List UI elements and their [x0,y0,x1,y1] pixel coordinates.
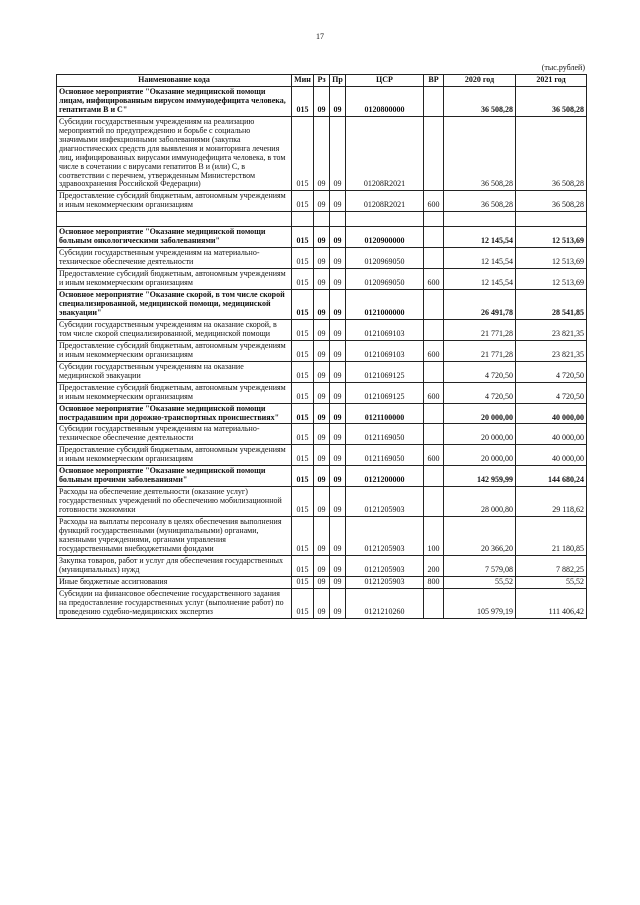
cell-2021: 4 720,50 [516,382,587,403]
table-row [57,517,587,556]
cell-vr [424,290,444,320]
cell-pr: 09 [330,248,346,269]
table-row [57,382,587,403]
cell-csr: 01208R2021 [346,116,424,191]
cell-vr [424,588,444,618]
cell-rz: 09 [314,517,330,556]
table-row [57,588,587,618]
cell-vr: 600 [424,445,444,466]
cell-vr [424,487,444,517]
cell-2020: 21 771,28 [444,340,516,361]
cell-pr: 09 [330,576,346,588]
cell-2020: 36 508,28 [444,116,516,191]
cell-2020: 55,52 [444,576,516,588]
cell-vr: 600 [424,382,444,403]
header-2021: 2021 год [516,75,587,87]
table-row [57,248,587,269]
cell-2020: 7 579,08 [444,555,516,576]
cell-name: Предоставление субсидий бюджетным, автономным учреждениям и иным некоммерческим организациям [57,445,292,466]
cell-rz: 09 [314,576,330,588]
cell-2021: 23 821,35 [516,319,587,340]
cell-name: Основное мероприятие "Оказание медицинской помощи больным прочими заболеваниями" [57,466,292,487]
cell-2020: 26 491,78 [444,290,516,320]
table-row [57,319,587,340]
cell-2020: 36 508,28 [444,86,516,116]
cell-vr: 600 [424,340,444,361]
cell-rz: 09 [314,403,330,424]
header-pr: Пр [330,75,346,87]
cell-2020: 12 145,54 [444,227,516,248]
table-row [57,269,587,290]
cell-name: Субсидии государственным учреждениям на реализацию мероприятий по предупреждению и борьбе с социально значимыми инфекционными заболеваниями (закупка диагностических средств для выявления и мониторинга лечения лиц, инфицированных вирусами иммунодефицита человека, в том числе в сочетании с вирусами гепатитов В и (или) С, в соответствии с перечнем, утвержденным Министерством здравоохранения Российской Федерации) [57,116,292,191]
cell-pr: 09 [330,340,346,361]
spacer-cell [314,212,330,227]
cell-2021: 21 180,85 [516,517,587,556]
spacer-cell [444,212,516,227]
cell-rz: 09 [314,340,330,361]
spacer-cell [424,212,444,227]
cell-rz: 09 [314,116,330,191]
cell-name: Расходы на выплаты персоналу в целях обеспечения выполнения функций государственными (муниципальными) органами, казенными учреждениями, органами управления государственными внебюджетными фондами [57,517,292,556]
cell-name: Основное мероприятие "Оказание медицинской помощи пострадавшим при дорожно-транспортных происшествиях" [57,403,292,424]
cell-name: Субсидии на финансовое обеспечение государственного задания на предоставление государственных услуг (выполнение работ) по проведению судебно-медицинских экспертиз [57,588,292,618]
cell-2020: 21 771,28 [444,319,516,340]
cell-vr [424,227,444,248]
cell-min: 015 [292,445,314,466]
cell-pr: 09 [330,487,346,517]
cell-min: 015 [292,487,314,517]
table-row [57,445,587,466]
cell-pr: 09 [330,445,346,466]
header-csr: ЦСР [346,75,424,87]
spacer-cell [330,212,346,227]
cell-min: 015 [292,86,314,116]
cell-2020: 4 720,50 [444,361,516,382]
cell-min: 015 [292,517,314,556]
cell-2021: 36 508,28 [516,86,587,116]
cell-name: Предоставление субсидий бюджетным, автономным учреждениям и иным некоммерческим организациям [57,382,292,403]
cell-csr: 0120800000 [346,86,424,116]
cell-rz: 09 [314,86,330,116]
cell-csr: 0121000000 [346,290,424,320]
cell-2020: 28 000,80 [444,487,516,517]
table-row [57,361,587,382]
cell-2021: 4 720,50 [516,361,587,382]
cell-csr: 0121069103 [346,340,424,361]
cell-2021: 36 508,28 [516,116,587,191]
cell-name: Субсидии государственным учреждениям на оказание медицинской эвакуации [57,361,292,382]
cell-csr: 0121169050 [346,445,424,466]
cell-vr [424,86,444,116]
cell-csr: 0121205903 [346,555,424,576]
cell-pr: 09 [330,403,346,424]
cell-name: Субсидии государственным учреждениям на материально-техническое обеспечение деятельности [57,248,292,269]
cell-min: 015 [292,382,314,403]
table-row [57,403,587,424]
cell-name: Закупка товаров, работ и услуг для обеспечения государственных (муниципальных) нужд [57,555,292,576]
cell-csr: 0121210260 [346,588,424,618]
cell-min: 015 [292,269,314,290]
units-label: (тыс.рублей) [541,63,585,72]
cell-rz: 09 [314,555,330,576]
cell-rz: 09 [314,588,330,618]
cell-vr: 800 [424,576,444,588]
table-row [57,340,587,361]
cell-vr: 600 [424,191,444,212]
cell-csr: 0121100000 [346,403,424,424]
cell-rz: 09 [314,269,330,290]
cell-rz: 09 [314,290,330,320]
table-row [57,424,587,445]
cell-name: Предоставление субсидий бюджетным, автономным учреждениям и иным некоммерческим организациям [57,340,292,361]
cell-pr: 09 [330,290,346,320]
table-row [57,466,587,487]
cell-pr: 09 [330,361,346,382]
cell-2021: 111 406,42 [516,588,587,618]
spacer-cell [57,212,292,227]
spacer-cell [292,212,314,227]
cell-min: 015 [292,290,314,320]
table-row [57,116,587,191]
cell-pr: 09 [330,227,346,248]
cell-rz: 09 [314,191,330,212]
cell-vr [424,403,444,424]
cell-csr: 0120969050 [346,248,424,269]
cell-vr [424,466,444,487]
table-row [57,86,587,116]
cell-2021: 55,52 [516,576,587,588]
cell-min: 015 [292,466,314,487]
cell-2020: 142 959,99 [444,466,516,487]
cell-2020: 20 000,00 [444,403,516,424]
spacer-cell [346,212,424,227]
cell-2021: 40 000,00 [516,445,587,466]
cell-pr: 09 [330,382,346,403]
cell-rz: 09 [314,361,330,382]
cell-2021: 7 882,25 [516,555,587,576]
header-2020: 2020 год [444,75,516,87]
cell-csr: 0121069103 [346,319,424,340]
cell-name: Субсидии государственным учреждениям на оказание скорой, в том числе скорой специализированной, медицинской помощи [57,319,292,340]
header-vr: ВР [424,75,444,87]
cell-pr: 09 [330,555,346,576]
cell-min: 015 [292,319,314,340]
cell-vr [424,361,444,382]
cell-pr: 09 [330,116,346,191]
header-row [57,75,587,87]
cell-csr: 0121069125 [346,382,424,403]
cell-vr: 600 [424,269,444,290]
cell-pr: 09 [330,269,346,290]
cell-pr: 09 [330,424,346,445]
cell-rz: 09 [314,248,330,269]
cell-2021: 12 513,69 [516,269,587,290]
cell-vr [424,319,444,340]
table-row [57,576,587,588]
cell-min: 015 [292,588,314,618]
cell-2021: 40 000,00 [516,403,587,424]
cell-vr [424,116,444,191]
cell-vr [424,248,444,269]
cell-pr: 09 [330,86,346,116]
cell-pr: 09 [330,588,346,618]
cell-csr: 0121069125 [346,361,424,382]
cell-name: Основное мероприятие "Оказание медицинской помощи лицам, инфицированным вирусом иммунодефицита человека, гепатитами В и С" [57,86,292,116]
table-row [57,487,587,517]
cell-2021: 23 821,35 [516,340,587,361]
cell-name: Основное мероприятие "Оказание скорой, в том числе скорой специализированной, медицинской помощи, медицинской эвакуации" [57,290,292,320]
cell-min: 015 [292,116,314,191]
cell-min: 015 [292,424,314,445]
cell-2020: 105 979,19 [444,588,516,618]
cell-name: Иные бюджетные ассигнования [57,576,292,588]
cell-name: Предоставление субсидий бюджетным, автономным учреждениям и иным некоммерческим организациям [57,269,292,290]
cell-pr: 09 [330,466,346,487]
table-row [57,191,587,212]
cell-2021: 12 513,69 [516,227,587,248]
cell-csr: 0121200000 [346,466,424,487]
cell-csr: 0121205903 [346,487,424,517]
cell-2021: 36 508,28 [516,191,587,212]
cell-2020: 20 000,00 [444,424,516,445]
cell-2020: 20 366,20 [444,517,516,556]
cell-2020: 36 508,28 [444,191,516,212]
cell-name: Расходы на обеспечение деятельности (оказание услуг) государственных учреждений по обеспечению мобилизационной готовности экономики [57,487,292,517]
cell-rz: 09 [314,319,330,340]
table-row [57,555,587,576]
cell-2020: 12 145,54 [444,269,516,290]
cell-vr: 100 [424,517,444,556]
header-min: Мин [292,75,314,87]
page-number: 17 [316,32,324,41]
cell-2020: 12 145,54 [444,248,516,269]
cell-2020: 20 000,00 [444,445,516,466]
cell-csr: 0120969050 [346,269,424,290]
cell-2021: 144 680,24 [516,466,587,487]
spacer-cell [516,212,587,227]
cell-rz: 09 [314,227,330,248]
cell-name: Субсидии государственным учреждениям на материально-техническое обеспечение деятельности [57,424,292,445]
header-name: Наименование кода [57,75,292,87]
cell-2021: 28 541,85 [516,290,587,320]
table-row [57,290,587,320]
cell-vr: 200 [424,555,444,576]
cell-csr: 0121169050 [346,424,424,445]
header-rz: Рз [314,75,330,87]
cell-pr: 09 [330,319,346,340]
cell-min: 015 [292,576,314,588]
table-row [57,227,587,248]
cell-min: 015 [292,248,314,269]
cell-min: 015 [292,403,314,424]
spacer-row [57,212,587,227]
cell-min: 015 [292,555,314,576]
cell-name: Предоставление субсидий бюджетным, автономным учреждениям и иным некоммерческим организациям [57,191,292,212]
cell-vr [424,424,444,445]
cell-min: 015 [292,227,314,248]
cell-rz: 09 [314,424,330,445]
cell-csr: 01208R2021 [346,191,424,212]
budget-table [56,74,587,619]
cell-min: 015 [292,191,314,212]
cell-2021: 29 118,62 [516,487,587,517]
cell-2021: 40 000,00 [516,424,587,445]
cell-2021: 12 513,69 [516,248,587,269]
cell-min: 015 [292,340,314,361]
cell-2020: 4 720,50 [444,382,516,403]
cell-rz: 09 [314,487,330,517]
cell-rz: 09 [314,382,330,403]
cell-csr: 0121205903 [346,576,424,588]
cell-csr: 0120900000 [346,227,424,248]
cell-rz: 09 [314,445,330,466]
cell-name: Основное мероприятие "Оказание медицинской помощи больным онкологическими заболеваниями" [57,227,292,248]
cell-pr: 09 [330,191,346,212]
cell-min: 015 [292,361,314,382]
cell-csr: 0121205903 [346,517,424,556]
cell-pr: 09 [330,517,346,556]
cell-rz: 09 [314,466,330,487]
